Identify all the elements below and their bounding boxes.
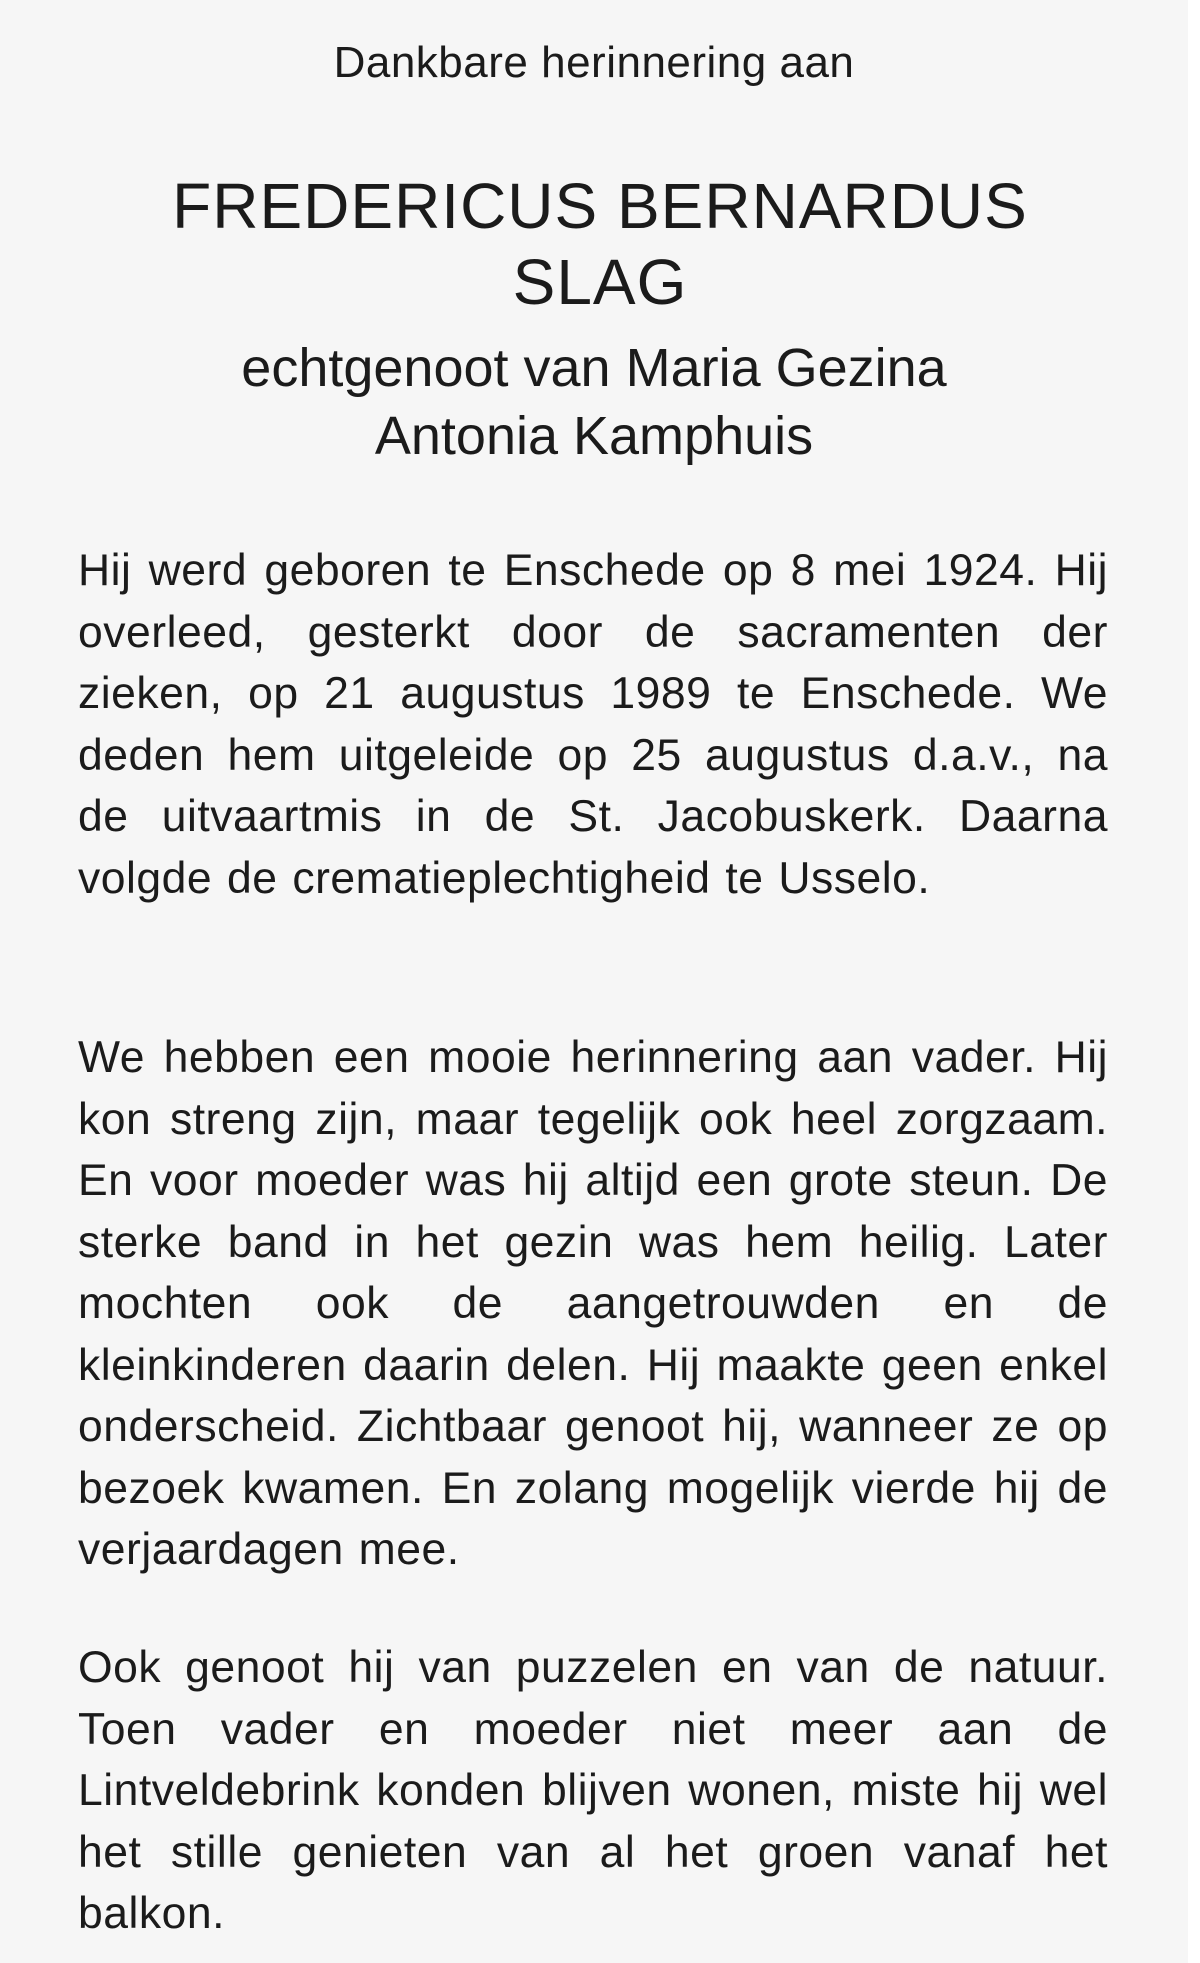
hobbies-paragraph: Ook genoot hij van puzzelen en van de natuur. Toen vader en moeder niet meer aan de Lintveldebrink konden blijven wonen, miste hij wel het stille genieten van al het groen vanaf het balkon. — [78, 1643, 1108, 1938]
deceased-name-line1: FREDERICUS BERNARDUS — [172, 170, 1028, 242]
deceased-name-line2: SLAG — [512, 246, 688, 318]
spouse-info — [0, 334, 1188, 470]
biography-paragraph: Hij werd geboren te Enschede op 8 mei 1924. Hij overleed, gesterkt door de sacramenten der zieken, op 21 augustus 1989 te Enschede. We deden hem uitgeleide op 25 augustus d.a.v., na de uitvaartmis in de St. Jacobuskerk. Daarna volgde de crematieplechtigheid te Usselo. — [78, 546, 1108, 903]
deceased-name — [0, 168, 1200, 320]
spouse-line1: echtgenoot van Maria Gezina — [241, 338, 947, 398]
spouse-line2: Antonia Kamphuis — [374, 406, 814, 466]
card-intro: Dankbare herinnering aan — [333, 38, 855, 87]
memories-paragraph: We hebben een mooie herinnering aan vader. Hij kon streng zijn, maar tegelijk ook heel zorgzaam. En voor moeder was hij altijd een grote steun. De sterke band in het gezin was hem heilig. Later mochten ook de aangetrouwden en de kleinkinderen daarin delen. Hij maakte geen enkel onderscheid. Zichtbaar genoot hij, wanneer ze op bezoek kwamen. En zolang mogelijk vierde hij de verjaardagen mee. — [78, 1033, 1108, 1574]
